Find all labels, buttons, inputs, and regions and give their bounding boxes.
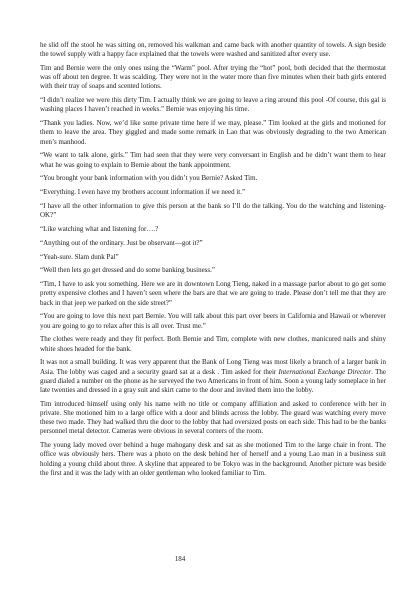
paragraph: “You brought your bank information with you didn’t you Bernie? Asked Tim. [40,174,258,183]
paragraph: “Thank you ladies. Now, we’d like some private time here if we may, please.” Tim looked at the girls and motioned for them to leave the area. They giggled and made some remark in Lao that was obviously degrading to the two American men’s manhood. [40,119,386,146]
paragraph: “Everything. I even have my brothers account information if we need it.” [40,188,246,197]
paragraph: The clothes were ready and they fit perfect. Both Bernie and Tim, complete with new clothes, manicured nails and shiny white shoes headed for the bank. [40,335,386,353]
bank-paragraph-italic-title: International Exchange Director [278,367,372,376]
paragraph: “Well then lets go get dressed and do some banking business.” [40,266,215,275]
paragraph: “You are going to love this next part Bernie. You will talk about this part over beers in California and Hawaii or wherever you are going to go to relax after this is all over. Trust me.” [40,312,386,330]
paragraph: “Anything out of the ordinary. Just be observant—got it?” [40,238,203,247]
paragraph: “Like watching what and listening for….? [40,225,159,233]
paragraph: “I have all the other information to give this person at the bank so I’ll do the talking. You do the watching and listening-OK?” [40,202,386,220]
paragraph: Tim and Bernie were the only ones using the “Warm” pool. After trying the “hot” pool, both decided that the thermostat was off about ten degree. It was scalding. They were not in the water more than five minutes when their bath girls entered with their tray of soaps and scented lotions. [40,64,386,91]
page-body [40,41,386,483]
paragraph: “Yeah-sure. Slam dunk Pal” [40,252,119,261]
paragraph: “I didn’t realize we were this dirty Tim. I actually think we are going to leave a ring around this pool -Of course, this gal is washing places I haven’t reached in weeks.” Bernie was enjoying his time. [40,96,386,114]
paragraph: he slid off the stool he was sitting on, removed his walkman and came back with another quantity of towels. A sign beside the towel supply with a happy face explained that the towels were washed and sanitized after every use. [40,41,386,59]
page-number: 184 [174,555,186,563]
paragraph: “Tim, I have to ask you something. Here we are in downtown Long Tieng, naked in a massage parlor about to go get some pretty expensive clothes and I haven’t seen where the bars are that we are going to trade. Please don’t tell me that they are back in that jeep we parked on the side street?” [40,280,386,307]
bank-paragraph-end: . The guard dialed a number on the phone as he surveyed the two Americans in front of him. Soon a young lady someplace in her late twenties and dressed in a gray suit and skirt came to the door and invited them into the lobby. [40,367,386,394]
paragraph: Tim introduced himself using only his name with no title or company affiliation and asked to conference with her in private. She motioned him to a large office with a door and blinds across the lobby. The guard was watching every move these two made. They had walked thru the door to the lobby that had oversized posts on each side. This had to be the banks personnel metal detector. Cameras were obvious in several corners of the room. [40,399,386,436]
bank-paragraph-start: It was not a small building. It was very apparent that the Bank of Long Tieng was most likely a branch of a larger bank in Asia. The lobby was caged and a security guard sat at a desk . Tim asked for their [40,358,386,376]
paragraph: “We want to talk alone, girls.” Tim had seen that they were very conversant in English and he didn’t want them to hear what he was going to explain to Bernie about the bank appointment. [40,151,386,169]
bank-paragraph [40,358,386,395]
paragraph: The young lady moved over behind a huge mahogany desk and sat as she motioned Tim to the large chair in front. The office was obviously hers. There was a photo on the desk behind her of herself and a young Lao man in a business suit holding a young child about three. A skyline that appeared to be Tokyo was in the background. Another picture was beside the first and it was the lady with an older gentleman who looked familiar to Tim. [40,441,386,477]
